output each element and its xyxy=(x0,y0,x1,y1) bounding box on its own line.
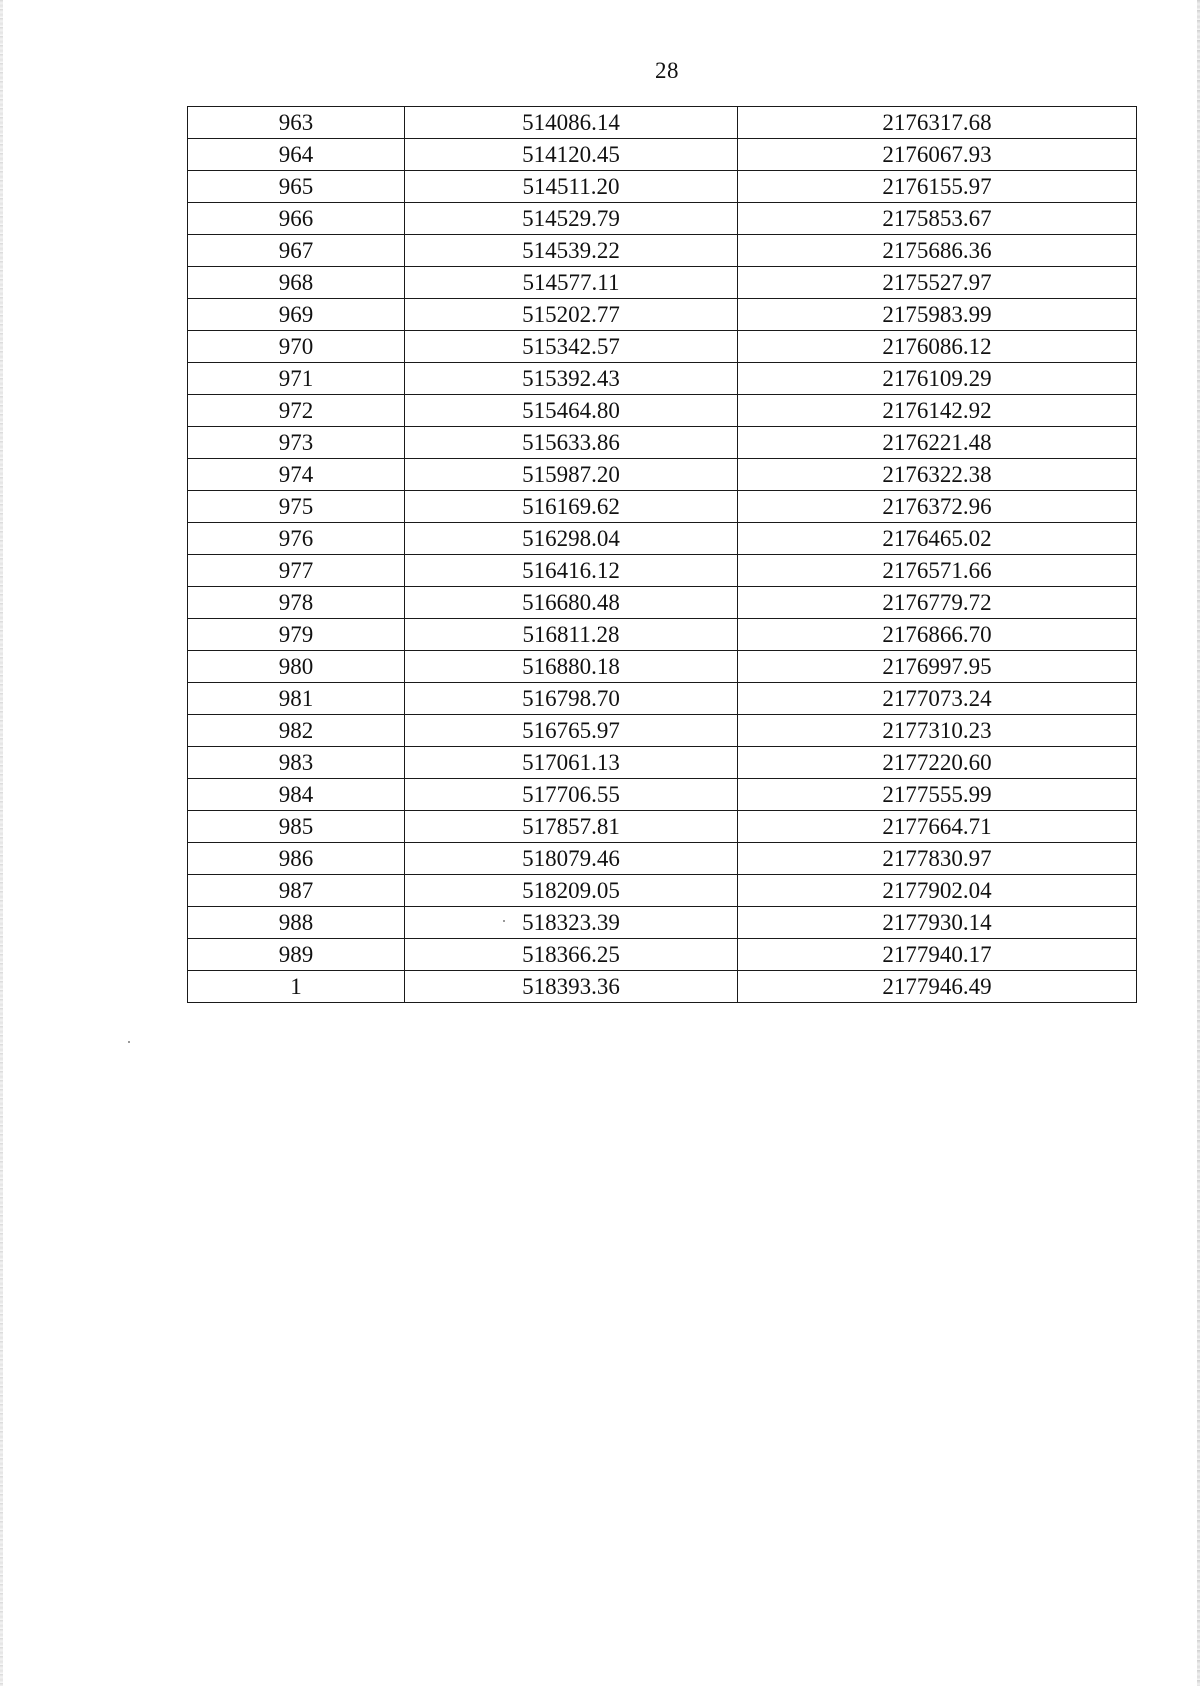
y-coordinate-cell: 2176322.38 xyxy=(738,459,1137,491)
point-number-cell: 970 xyxy=(188,331,405,363)
point-number-cell: 989 xyxy=(188,939,405,971)
y-coordinate-cell: 2177220.60 xyxy=(738,747,1137,779)
point-number-cell: 985 xyxy=(188,811,405,843)
point-number-cell: 1 xyxy=(188,971,405,1003)
point-number-cell: 976 xyxy=(188,523,405,555)
table-row xyxy=(188,459,1137,491)
x-coordinate-cell: 518366.25 xyxy=(405,939,738,971)
y-coordinate-cell: 2177946.49 xyxy=(738,971,1137,1003)
table-row xyxy=(188,555,1137,587)
y-coordinate-cell: 2177830.97 xyxy=(738,843,1137,875)
table-row xyxy=(188,651,1137,683)
table-row xyxy=(188,523,1137,555)
x-coordinate-cell: 516811.28 xyxy=(405,619,738,651)
y-coordinate-cell: 2175527.97 xyxy=(738,267,1137,299)
x-coordinate-cell: 515392.43 xyxy=(405,363,738,395)
point-number-cell: 974 xyxy=(188,459,405,491)
y-coordinate-cell: 2176155.97 xyxy=(738,171,1137,203)
y-coordinate-cell: 2177664.71 xyxy=(738,811,1137,843)
x-coordinate-cell: 518393.36 xyxy=(405,971,738,1003)
table-row xyxy=(188,939,1137,971)
table-row xyxy=(188,427,1137,459)
table-row xyxy=(188,235,1137,267)
table-row xyxy=(188,363,1137,395)
x-coordinate-cell: 516298.04 xyxy=(405,523,738,555)
table-row xyxy=(188,907,1137,939)
table-row xyxy=(188,395,1137,427)
scan-speck xyxy=(128,1041,130,1043)
x-coordinate-cell: 515202.77 xyxy=(405,299,738,331)
x-coordinate-cell: 518209.05 xyxy=(405,875,738,907)
x-coordinate-cell: 516765.97 xyxy=(405,715,738,747)
x-coordinate-cell: 515633.86 xyxy=(405,427,738,459)
y-coordinate-cell: 2176221.48 xyxy=(738,427,1137,459)
coordinate-table xyxy=(187,106,1137,1003)
x-coordinate-cell: 516880.18 xyxy=(405,651,738,683)
table-row xyxy=(188,715,1137,747)
point-number-cell: 965 xyxy=(188,171,405,203)
table-row xyxy=(188,971,1137,1003)
y-coordinate-cell: 2176372.96 xyxy=(738,491,1137,523)
y-coordinate-cell: 2175853.67 xyxy=(738,203,1137,235)
point-number-cell: 975 xyxy=(188,491,405,523)
table-row xyxy=(188,331,1137,363)
y-coordinate-cell: 2177940.17 xyxy=(738,939,1137,971)
x-coordinate-cell: 515987.20 xyxy=(405,459,738,491)
point-number-cell: 964 xyxy=(188,139,405,171)
y-coordinate-cell: 2176086.12 xyxy=(738,331,1137,363)
point-number-cell: 984 xyxy=(188,779,405,811)
table-row xyxy=(188,491,1137,523)
y-coordinate-cell: 2176571.66 xyxy=(738,555,1137,587)
y-coordinate-cell: 2175686.36 xyxy=(738,235,1137,267)
point-number-cell: 980 xyxy=(188,651,405,683)
point-number-cell: 986 xyxy=(188,843,405,875)
table-row xyxy=(188,619,1137,651)
point-number-cell: 969 xyxy=(188,299,405,331)
page-number: 28 xyxy=(655,58,679,83)
point-number-cell: 967 xyxy=(188,235,405,267)
y-coordinate-cell: 2177310.23 xyxy=(738,715,1137,747)
y-coordinate-cell: 2176067.93 xyxy=(738,139,1137,171)
x-coordinate-cell: 517061.13 xyxy=(405,747,738,779)
x-coordinate-cell: 514120.45 xyxy=(405,139,738,171)
point-number-cell: 978 xyxy=(188,587,405,619)
point-number-cell: 981 xyxy=(188,683,405,715)
table-row xyxy=(188,299,1137,331)
point-number-cell: 982 xyxy=(188,715,405,747)
table-row xyxy=(188,811,1137,843)
point-number-cell: 968 xyxy=(188,267,405,299)
scan-edge-left xyxy=(0,0,3,1686)
y-coordinate-cell: 2176142.92 xyxy=(738,395,1137,427)
table-row xyxy=(188,843,1137,875)
point-number-cell: 971 xyxy=(188,363,405,395)
x-coordinate-cell: 518323.39 xyxy=(405,907,738,939)
table-row xyxy=(188,747,1137,779)
point-number-cell: 977 xyxy=(188,555,405,587)
coordinate-table-body xyxy=(188,107,1137,1003)
x-coordinate-cell: 514577.11 xyxy=(405,267,738,299)
point-number-cell: 966 xyxy=(188,203,405,235)
x-coordinate-cell: 514539.22 xyxy=(405,235,738,267)
point-number-cell: 973 xyxy=(188,427,405,459)
x-coordinate-cell: 517706.55 xyxy=(405,779,738,811)
table-row xyxy=(188,171,1137,203)
table-row xyxy=(188,683,1137,715)
x-coordinate-cell: 515342.57 xyxy=(405,331,738,363)
table-row xyxy=(188,587,1137,619)
y-coordinate-cell: 2177930.14 xyxy=(738,907,1137,939)
x-coordinate-cell: 515464.80 xyxy=(405,395,738,427)
y-coordinate-cell: 2176465.02 xyxy=(738,523,1137,555)
table-row xyxy=(188,203,1137,235)
point-number-cell: 963 xyxy=(188,107,405,139)
y-coordinate-cell: 2177555.99 xyxy=(738,779,1137,811)
table-row xyxy=(188,779,1137,811)
table-row xyxy=(188,107,1137,139)
x-coordinate-cell: 514511.20 xyxy=(405,171,738,203)
x-coordinate-cell: 516416.12 xyxy=(405,555,738,587)
x-coordinate-cell: 517857.81 xyxy=(405,811,738,843)
x-coordinate-cell: 516680.48 xyxy=(405,587,738,619)
point-number-cell: 979 xyxy=(188,619,405,651)
x-coordinate-cell: 518079.46 xyxy=(405,843,738,875)
point-number-cell: 983 xyxy=(188,747,405,779)
y-coordinate-cell: 2176997.95 xyxy=(738,651,1137,683)
y-coordinate-cell: 2176109.29 xyxy=(738,363,1137,395)
x-coordinate-cell: 514086.14 xyxy=(405,107,738,139)
scan-speck xyxy=(503,920,505,922)
y-coordinate-cell: 2176779.72 xyxy=(738,587,1137,619)
y-coordinate-cell: 2175983.99 xyxy=(738,299,1137,331)
y-coordinate-cell: 2176317.68 xyxy=(738,107,1137,139)
x-coordinate-cell: 516169.62 xyxy=(405,491,738,523)
point-number-cell: 987 xyxy=(188,875,405,907)
y-coordinate-cell: 2177073.24 xyxy=(738,683,1137,715)
point-number-cell: 988 xyxy=(188,907,405,939)
y-coordinate-cell: 2177902.04 xyxy=(738,875,1137,907)
x-coordinate-cell: 514529.79 xyxy=(405,203,738,235)
table-row xyxy=(188,267,1137,299)
x-coordinate-cell: 516798.70 xyxy=(405,683,738,715)
point-number-cell: 972 xyxy=(188,395,405,427)
table-row xyxy=(188,875,1137,907)
table-row xyxy=(188,139,1137,171)
y-coordinate-cell: 2176866.70 xyxy=(738,619,1137,651)
